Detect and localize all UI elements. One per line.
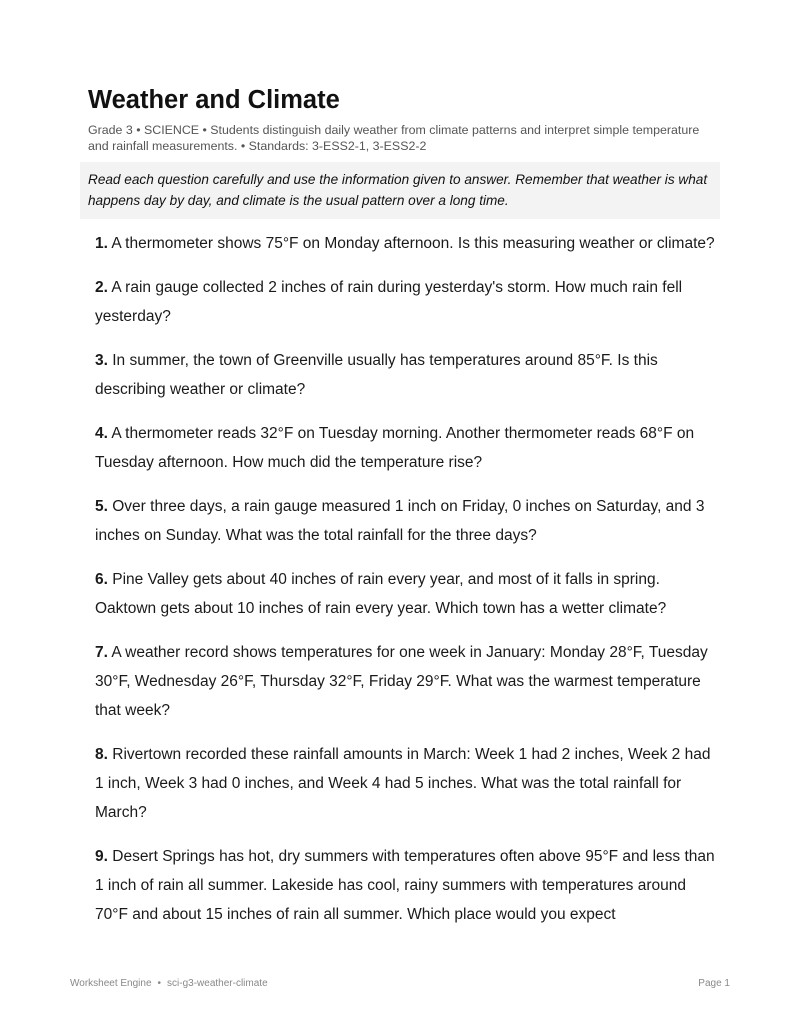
question-number: 1. xyxy=(95,235,108,252)
question-number: 5. xyxy=(95,498,108,515)
question-list xyxy=(95,229,720,929)
question-text: Rivertown recorded these rainfall amounts in March: Week 1 had 2 inches, Week 2 had 1 inch, Week 3 had 0 inches, and Week 4 had 5 inches. What was the total rainfall for March? xyxy=(95,746,711,821)
question-item xyxy=(95,419,720,477)
question-number: 6. xyxy=(95,571,108,588)
question-item xyxy=(95,346,720,404)
footer-worksheet-id: sci-g3-weather-climate xyxy=(167,978,268,989)
question-text: A thermometer shows 75°F on Monday afternoon. Is this measuring weather or climate? xyxy=(111,235,715,252)
page-title: Weather and Climate xyxy=(88,86,340,114)
question-item xyxy=(95,229,720,258)
footer-source: Worksheet Engine xyxy=(70,978,152,989)
question-number: 9. xyxy=(95,848,108,865)
question-text: Over three days, a rain gauge measured 1 inch on Friday, 0 inches on Saturday, and 3 inches on Sunday. What was the total rainfall for the three days? xyxy=(95,498,705,544)
question-number: 2. xyxy=(95,279,108,296)
instructions-box: Read each question carefully and use the information given to answer. Remember that weather is what happens day by day, and climate is the usual pattern over a long time. xyxy=(80,162,720,219)
question-item xyxy=(95,842,720,929)
question-item xyxy=(95,740,720,827)
question-text: In summer, the town of Greenville usually has temperatures around 85°F. Is this describing weather or climate? xyxy=(95,352,658,398)
footer-source-line xyxy=(70,978,268,989)
page-number: Page 1 xyxy=(698,978,730,989)
question-text: A rain gauge collected 2 inches of rain during yesterday's storm. How much rain fell yesterday? xyxy=(95,279,683,325)
question-item xyxy=(95,638,720,725)
worksheet-content xyxy=(80,84,720,944)
page-footer xyxy=(70,978,730,989)
question-text: A weather record shows temperatures for one week in January: Monday 28°F, Tuesday 30°F, Wednesday 26°F, Thursday 32°F, Friday 29°F. What was the warmest temperature that week? xyxy=(95,644,708,719)
question-item xyxy=(95,273,720,331)
question-text: Pine Valley gets about 40 inches of rain every year, and most of it falls in spring. Oaktown gets about 10 inches of rain every year. Which town has a wetter climate? xyxy=(95,571,667,617)
question-text: Desert Springs has hot, dry summers with temperatures often above 95°F and less than 1 inch of rain all summer. Lakeside has cool, rainy summers with temperatures around 70°F and about 15 inches of rain all summer. Which place would you expect xyxy=(95,848,715,923)
footer-separator: • xyxy=(157,978,162,989)
question-text: A thermometer reads 32°F on Tuesday morning. Another thermometer reads 68°F on Tuesday afternoon. How much did the temperature rise? xyxy=(95,425,695,471)
question-item xyxy=(95,565,720,623)
question-item xyxy=(95,492,720,550)
question-number: 3. xyxy=(95,352,108,369)
question-number: 8. xyxy=(95,746,108,763)
worksheet-meta: Grade 3 • SCIENCE • Students distinguish daily weather from climate patterns and interpret simple temperature and rainfall measurements. • Standards: 3-ESS2-1, 3-ESS2-2 xyxy=(88,123,700,153)
question-number: 4. xyxy=(95,425,108,442)
question-number: 7. xyxy=(95,644,108,661)
